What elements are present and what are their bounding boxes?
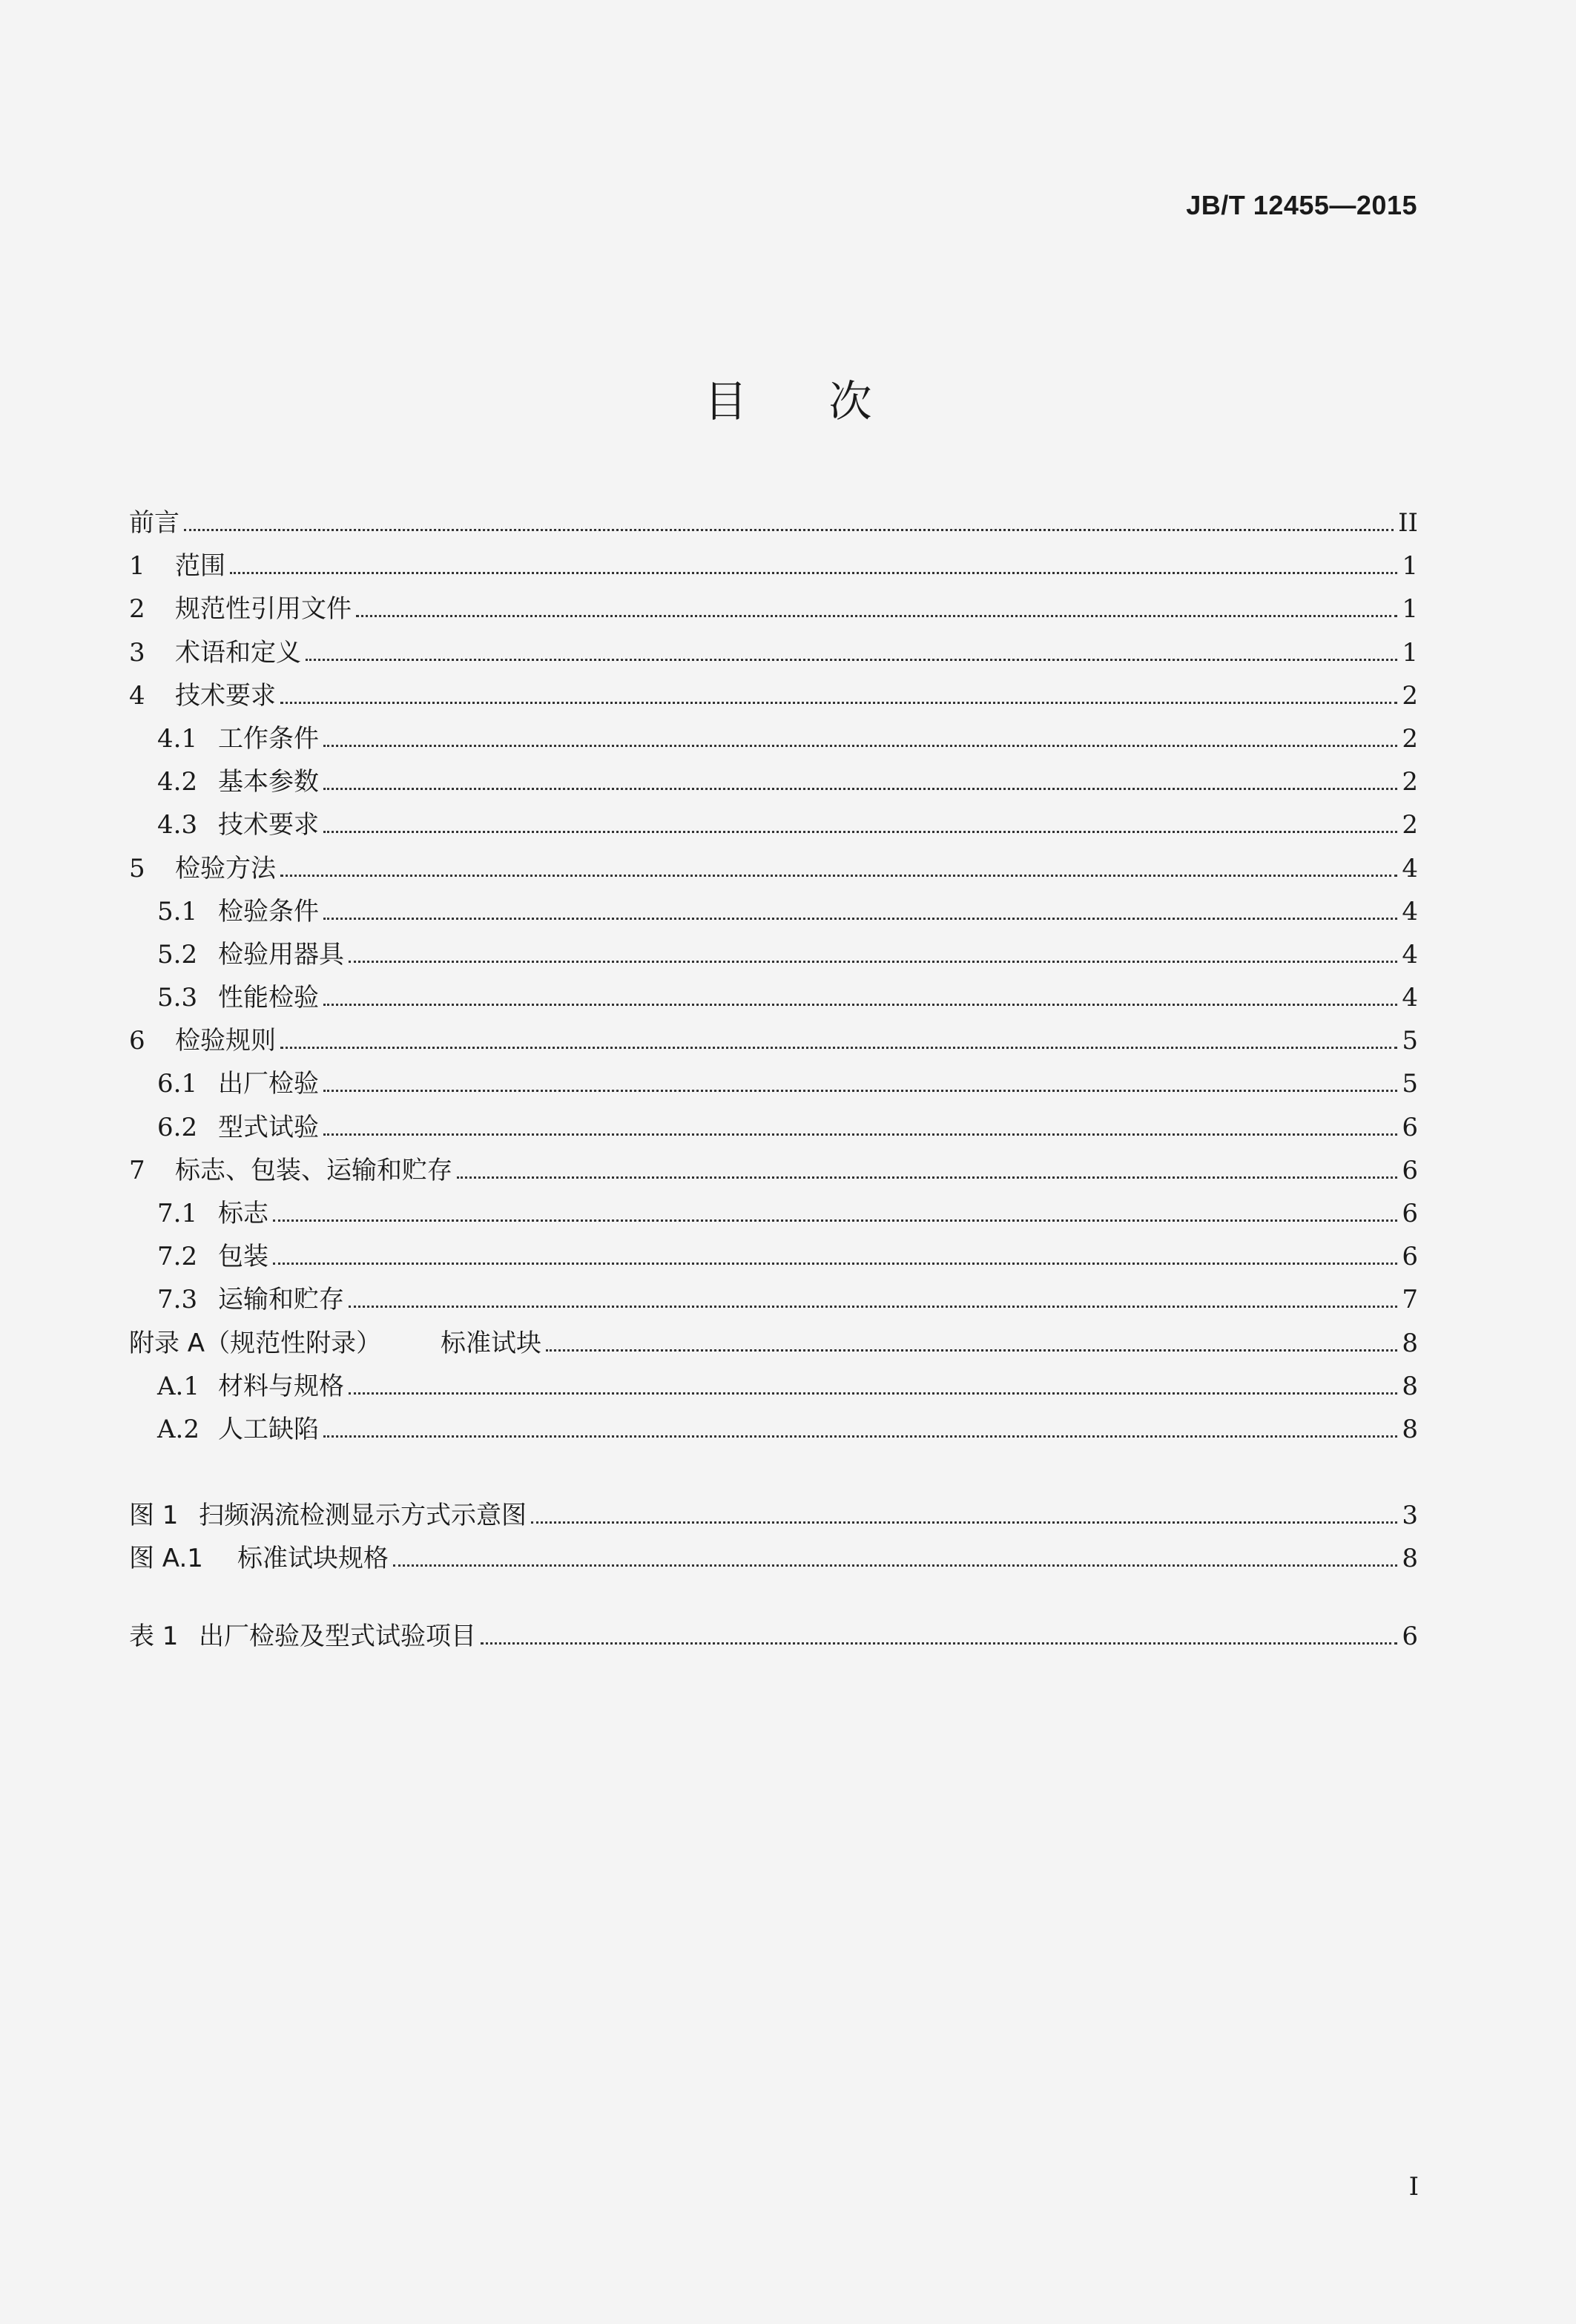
toc-subentry[interactable] xyxy=(129,1192,1418,1235)
toc-leader xyxy=(280,1046,1397,1049)
toc-leader xyxy=(306,658,1397,661)
toc-subentry[interactable] xyxy=(129,1278,1418,1321)
toc-leader xyxy=(323,1089,1397,1092)
figure-page: 3 xyxy=(1402,1501,1418,1531)
toc-subentry[interactable] xyxy=(129,803,1418,846)
toc-entry-label: 标志 xyxy=(218,1199,268,1228)
toc-entry-page: 4 xyxy=(1402,983,1418,1013)
toc-leader xyxy=(356,614,1397,617)
toc-entry-label: 型式试验 xyxy=(218,1112,319,1142)
toc-entry-label: 术语和定义 xyxy=(175,637,301,668)
toc-leader xyxy=(349,1392,1397,1395)
figure-list-entry[interactable] xyxy=(129,1494,1418,1537)
toc-entry-page: 8 xyxy=(1402,1328,1418,1358)
toc-entry-label: 人工缺陷 xyxy=(218,1414,319,1444)
toc-entry-label: 检验用器具 xyxy=(218,939,344,970)
toc-entry-label: 技术要求 xyxy=(218,810,319,840)
toc-leader xyxy=(349,1305,1397,1308)
toc-entry-page: 4 xyxy=(1402,939,1418,970)
toc-entry-page: 6 xyxy=(1402,1155,1418,1185)
toc-entry-label: 材料与规格 xyxy=(218,1371,344,1401)
toc-entry-number: 4.2 xyxy=(157,767,198,797)
toc-leader xyxy=(323,917,1397,920)
toc-entry[interactable] xyxy=(129,674,1418,717)
toc-entry-number: 2 xyxy=(129,594,145,625)
toc-entry-number: 5.2 xyxy=(157,939,198,970)
toc-entry-label: 规范性引用文件 xyxy=(175,594,352,625)
toc-entry-page: 5 xyxy=(1402,1069,1418,1099)
toc-leader xyxy=(457,1176,1397,1179)
toc-leader xyxy=(323,744,1397,747)
toc-entry[interactable] xyxy=(129,631,1418,674)
toc-entry-page: 6 xyxy=(1402,1112,1418,1142)
toc-leader xyxy=(323,787,1397,790)
toc-entry-page: 1 xyxy=(1402,551,1418,582)
toc-entry-number: A.2 xyxy=(157,1414,200,1444)
toc-entry-label: 出厂检验 xyxy=(218,1069,319,1099)
toc-leader xyxy=(531,1521,1397,1524)
toc-subentry[interactable] xyxy=(129,1106,1418,1149)
toc-subentry[interactable] xyxy=(129,760,1418,803)
toc-entry-number: 1 xyxy=(129,551,145,582)
toc-leader xyxy=(273,1262,1397,1265)
toc-entry-number: 6.1 xyxy=(157,1069,198,1099)
toc-leader xyxy=(349,960,1397,963)
toc-entry-page: 4 xyxy=(1402,896,1418,926)
toc-subentry[interactable] xyxy=(129,933,1418,976)
toc-entry-label: 标志、包装、运输和贮存 xyxy=(175,1155,452,1185)
toc-entry-label: 标准试块 xyxy=(441,1328,541,1358)
toc-leader xyxy=(230,571,1397,574)
toc-entry-page: 8 xyxy=(1402,1414,1418,1444)
toc-entry-label: 运输和贮存 xyxy=(218,1285,344,1315)
toc-leader xyxy=(323,830,1397,833)
figure-label: 扫频涡流检测显示方式示意图 xyxy=(199,1501,527,1531)
toc-subentry[interactable] xyxy=(129,1235,1418,1278)
toc-entry-label: 检验方法 xyxy=(175,853,276,883)
toc-entry-page: 2 xyxy=(1402,767,1418,797)
toc-leader xyxy=(323,1133,1397,1136)
toc-entry-page: 8 xyxy=(1402,1371,1418,1401)
toc-leader xyxy=(546,1349,1397,1352)
table-list-entry[interactable] xyxy=(129,1615,1418,1658)
toc-entry-number: 5.1 xyxy=(157,896,198,926)
toc-subentry[interactable] xyxy=(129,890,1418,933)
figure-list-entry[interactable] xyxy=(129,1537,1418,1580)
toc-entry-label: 检验规则 xyxy=(175,1026,276,1056)
toc-subentry[interactable] xyxy=(129,1408,1418,1451)
toc-leader xyxy=(393,1564,1397,1567)
toc-leader xyxy=(280,874,1397,877)
toc-leader xyxy=(481,1642,1397,1645)
toc-subentry[interactable] xyxy=(129,1062,1418,1105)
toc-leader xyxy=(184,528,1394,531)
toc-entry-page: 7 xyxy=(1402,1285,1418,1315)
figure-page: 8 xyxy=(1402,1544,1418,1574)
toc-subentry[interactable] xyxy=(129,976,1418,1019)
toc-leader xyxy=(323,1003,1397,1006)
toc-entry-number: 6 xyxy=(129,1026,145,1056)
toc-entry-number: 4.3 xyxy=(157,810,198,840)
toc-subentry[interactable] xyxy=(129,717,1418,760)
title-char-2: 次 xyxy=(828,376,872,427)
table-number: 表 1 xyxy=(129,1621,179,1651)
toc-entry-label: 包装 xyxy=(218,1242,268,1272)
toc-entry-page: 2 xyxy=(1402,680,1418,711)
toc-entry[interactable] xyxy=(129,1149,1418,1192)
toc-entry-page: 2 xyxy=(1402,810,1418,840)
toc-leader xyxy=(273,1219,1397,1222)
toc-entry-label: 技术要求 xyxy=(175,680,276,711)
toc-leader xyxy=(280,701,1397,704)
toc-entry-page: 4 xyxy=(1402,853,1418,883)
toc-entry-page: 1 xyxy=(1402,594,1418,625)
toc-entry-label: 检验条件 xyxy=(218,896,319,926)
toc-entry-page: 1 xyxy=(1402,637,1418,668)
toc-entry-page: 2 xyxy=(1402,723,1418,754)
figure-number: 图 1 xyxy=(129,1501,179,1531)
figure-number: 图 A.1 xyxy=(129,1544,203,1574)
toc-entry[interactable] xyxy=(129,847,1418,890)
figure-label: 标准试块规格 xyxy=(237,1544,389,1574)
toc-entry-page: 6 xyxy=(1402,1199,1418,1228)
toc-entry-label: 前言 xyxy=(129,508,179,538)
toc-leader xyxy=(323,1435,1397,1438)
toc-entry-number: 附录 A（规范性附录） xyxy=(129,1328,382,1358)
toc-entry-number: 5.3 xyxy=(157,983,198,1013)
toc-entry-label: 性能检验 xyxy=(218,983,319,1013)
page-title xyxy=(0,366,1576,429)
toc-entry-number: 7.3 xyxy=(157,1285,198,1315)
toc-entry-number: 3 xyxy=(129,637,145,668)
table-of-contents xyxy=(129,501,1418,1658)
table-label: 出厂检验及型式试验项目 xyxy=(199,1621,476,1651)
toc-entry-number: 7.2 xyxy=(157,1242,198,1272)
toc-entry-number: 5 xyxy=(129,853,145,883)
toc-entry-page: 5 xyxy=(1402,1026,1418,1056)
toc-subentry[interactable] xyxy=(129,1365,1418,1408)
toc-entry[interactable] xyxy=(129,1019,1418,1062)
table-page: 6 xyxy=(1402,1621,1418,1651)
toc-entry-number: 4 xyxy=(129,680,145,711)
toc-entry[interactable] xyxy=(129,587,1418,631)
toc-entry[interactable] xyxy=(129,501,1418,544)
toc-appendix-entry[interactable] xyxy=(129,1322,1418,1365)
standard-code: JB/T 12455—2015 xyxy=(1186,190,1417,220)
toc-entry-number: 4.1 xyxy=(157,723,198,754)
toc-entry-number: 6.2 xyxy=(157,1112,198,1142)
page-number: I xyxy=(1408,2172,1419,2202)
toc-entry-page: 6 xyxy=(1402,1242,1418,1272)
toc-entry-number: 7 xyxy=(129,1155,145,1185)
toc-entry[interactable] xyxy=(129,544,1418,587)
toc-entry-number: 7.1 xyxy=(157,1199,198,1228)
toc-entry-label: 范围 xyxy=(175,551,225,582)
title-char-1: 目 xyxy=(704,376,748,427)
toc-entry-page: II xyxy=(1398,508,1418,538)
toc-entry-number: A.1 xyxy=(157,1371,200,1401)
toc-entry-label: 工作条件 xyxy=(218,723,319,754)
toc-entry-label: 基本参数 xyxy=(218,767,319,797)
